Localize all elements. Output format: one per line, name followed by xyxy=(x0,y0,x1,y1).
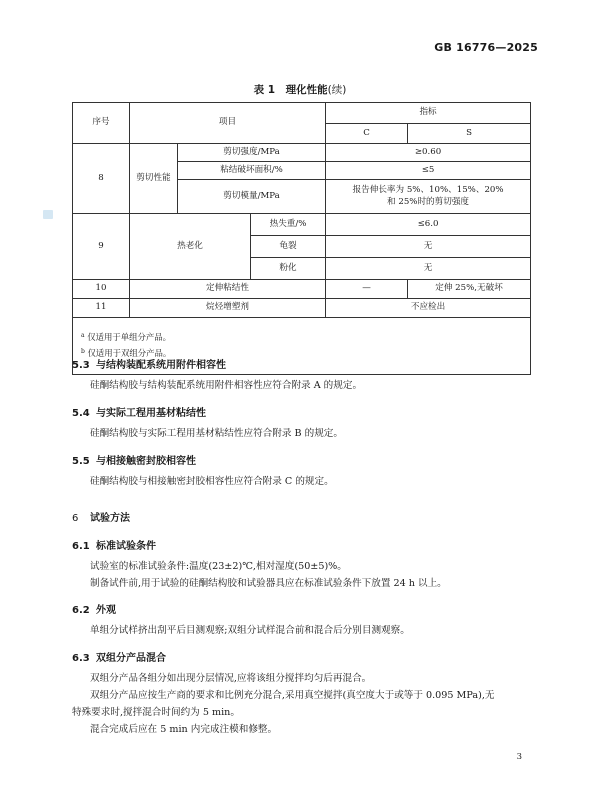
row10-s-value: 定伸 25%,无破坏 xyxy=(408,280,531,299)
section-5-3-body: 硅酮结构胶与结构装配系统用附件相容性应符合附录 A 的规定。 xyxy=(90,380,363,391)
section-6-heading: 6 试验方法 xyxy=(72,513,130,524)
row8-bond-failure-value: ≤5 xyxy=(326,162,531,180)
table-row xyxy=(73,144,531,162)
section-6-3-heading: 6.3 双组分产品混合 xyxy=(72,653,166,664)
shear-modulus-value-line1: 报告伸长率为 5%、10%、15%、20% xyxy=(352,184,504,195)
table-header-row xyxy=(73,103,531,124)
section-5-3-heading: 5.3 与结构装配系统用附件相容性 xyxy=(72,360,226,371)
header-item: 项目 xyxy=(130,103,326,144)
row8-shear-modulus: 剪切模量/MPa xyxy=(178,180,326,214)
row9-weight-loss: 热失重/% xyxy=(251,214,326,236)
table-row xyxy=(73,214,531,236)
note-a: $^a$ 仅适用于单组分产品。 xyxy=(81,332,171,343)
row11-item: 烷烃增塑剂 xyxy=(130,299,326,318)
section-6-1-body-2: 制备试件前,用于试验的硅酮结构胶和试验器具应在标准试验条件下放置 24 h 以上。 xyxy=(90,578,447,589)
note-b: $^b$ 仅适用于双组分产品。 xyxy=(81,348,172,358)
row8-number: 8 xyxy=(73,144,130,214)
row9-powder: 粉化 xyxy=(251,258,326,280)
section-6-3-body-4: 混合完成后应在 5 min 内完成注模和修整。 xyxy=(90,724,278,735)
row11-number: 11 xyxy=(73,299,130,318)
table-title xyxy=(0,82,600,97)
section-6-2-body: 单组分试样挤出刮平后目测观察;双组分试样混合前和混合后分别目测观察。 xyxy=(90,625,410,636)
properties-table xyxy=(72,102,531,375)
section-5-5-heading: 5.5 与相接触密封胶相容性 xyxy=(72,456,196,467)
row11-value: 不应检出 xyxy=(326,299,531,318)
section-5-5-body: 硅酮结构胶与相接触密封胶相容性应符合附录 C 的规定。 xyxy=(90,476,334,487)
row10-c-value: — xyxy=(326,280,408,299)
section-5-4-body: 硅酮结构胶与实际工程用基材粘结性应符合附录 B 的规定。 xyxy=(90,428,343,439)
section-6-3-body-3: 特殊要求时,搅拌混合时间约为 5 min。 xyxy=(72,707,240,718)
row8-bond-failure: 粘结破坏面积/% xyxy=(178,162,326,180)
side-marker xyxy=(43,210,53,219)
row9-number: 9 xyxy=(73,214,130,280)
row9-weight-loss-value: ≤6.0 xyxy=(326,214,531,236)
section-6-1-heading: 6.1 标准试验条件 xyxy=(72,541,156,552)
row9-crack: 龟裂 xyxy=(251,236,326,258)
table-title-continued: (续) xyxy=(327,84,347,96)
standard-code: GB 16776—2025 xyxy=(434,41,538,54)
section-5-4-heading: 5.4 与实际工程用基材粘结性 xyxy=(72,408,206,419)
section-6-3-body-2: 双组分产品应按生产商的要求和比例充分混合,采用真空搅拌(真空度大于或等于 0.095 MPa),无 xyxy=(90,690,495,701)
header-seq: 序号 xyxy=(73,103,130,144)
header-c: C xyxy=(326,124,408,144)
table-title-text: 表 1 理化性能 xyxy=(253,84,328,96)
row10-number: 10 xyxy=(73,280,130,299)
row9-powder-value: 无 xyxy=(326,258,531,280)
row8-shear-strength-value: ≥0.60 xyxy=(326,144,531,162)
row8-shear-strength: 剪切强度/MPa xyxy=(178,144,326,162)
header-s: S xyxy=(408,124,531,144)
section-6-2-heading: 6.2 外观 xyxy=(72,605,116,616)
row8-shear-modulus-value xyxy=(326,180,531,214)
table-row xyxy=(73,299,531,318)
row9-group: 热老化 xyxy=(130,214,251,280)
table-row xyxy=(73,280,531,299)
row8-group: 剪切性能 xyxy=(130,144,178,214)
shear-modulus-value-line2: 和 25%时的剪切强度 xyxy=(387,196,470,207)
row10-item: 定伸粘结性 xyxy=(130,280,326,299)
section-6-3-body-1: 双组分产品各组分如出现分层情况,应将该组分搅拌均匀后再混合。 xyxy=(90,673,372,684)
header-index: 指标 xyxy=(326,103,531,124)
section-6-1-body-1: 试验室的标准试验条件:温度(23±2)℃,相对湿度(50±5)%。 xyxy=(90,561,347,572)
row9-crack-value: 无 xyxy=(326,236,531,258)
page-number: 3 xyxy=(516,752,522,762)
